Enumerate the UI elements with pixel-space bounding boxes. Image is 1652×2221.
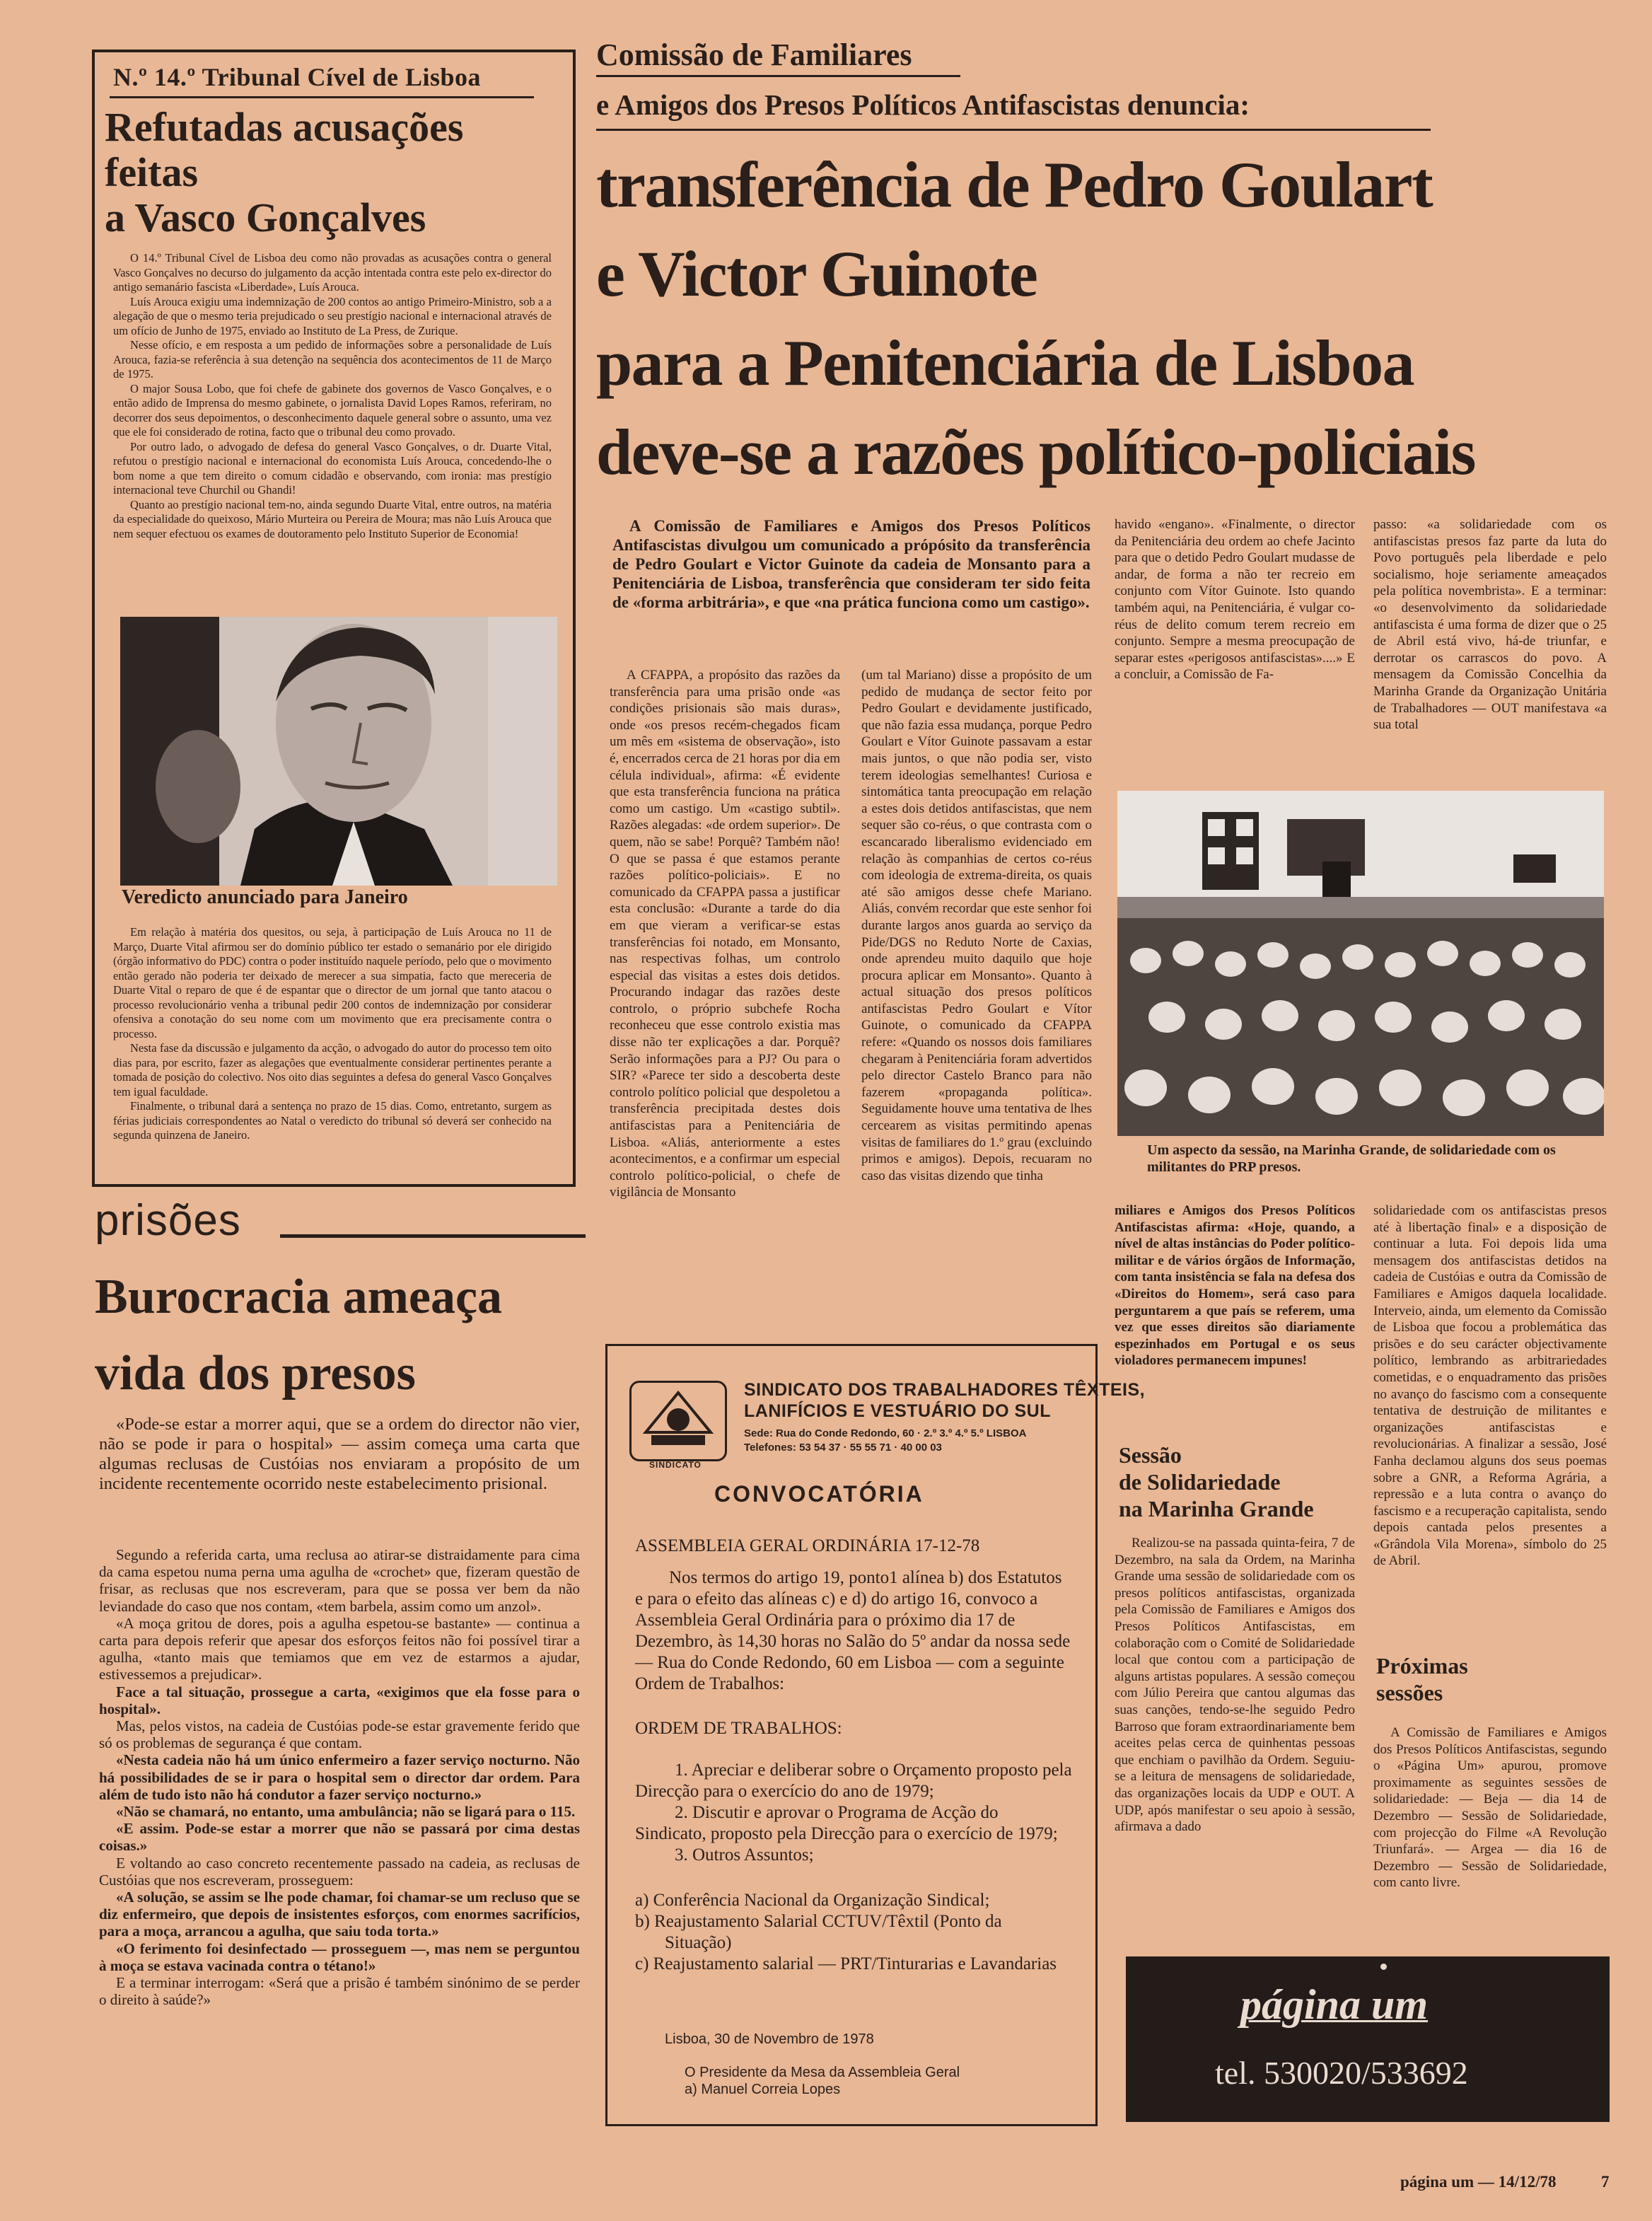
paragraph: miliares e Amigos dos Presos Políticos Antifascistas afirma: «Hoje, quando, a nível de altas instâncias do Poder político-militar e de vários órgãos de Informação, com tanta insistência se fala na defesa dos «Direitos do Homem», será caso para perguntarem a que país se referem, uma vez que esses direitos são diariamente espezinhados em Portugal e os seus violadores permanecem impunes! (1115, 1203, 1355, 1369)
paragraph: «A solução, se assim se lhe pode chamar, foi chamar-se um recluso que se diz enfermeiro, que depois de insistentes esforços, com enormes sacrifícios, para a moça, arrancou a agulha, que saiu toda torta.» (99, 1889, 580, 1940)
prisoes-lead (99, 1415, 580, 1494)
section-label: prisões (95, 1196, 241, 1245)
notice-subtitle: ASSEMBLEIA GERAL ORDINÁRIA 17-12-78 (635, 1536, 980, 1555)
agenda-subitems (635, 1890, 1059, 1975)
paragraph: Finalmente, o tribunal dará a sentença no prazo de 15 dias. Como, entretanto, surgem as férias judiciais correspondentes ao Natal o veredicto do tribunal só deverá ser conhecido na segunda quinzena de Janeiro. (113, 1099, 552, 1142)
paragraph: «O ferimento foi desinfectado — prosseguem —, mas nem se perguntou à moça se estava vacinada contra o tétano!» (99, 1939, 580, 1974)
paragraph: Realizou-se na passada quinta-feira, 7 de Dezembro, na sala da Ordem, na Marinha Grande uma sessão de solidariedade com os presos políticos antifascistas, organizada pela Comissão de Familiares e Amigos dos Presos Políticos Antifascistas, em colaboração com o Comité de Solidariedade local que contou com a participação de alguns artistas populares. A sessão começou com Júlio Pereira que cantou algumas das suas canções, tendo-se-lhe seguido Pedro Barroso que foram extraordinariamente bem aceites pelas cerca de quinhentas pessoas que enchiam o pavilhão da Ordem. Seguiu-se a leitura de mensagens de solidariedade, das organizações locais da UDP e OUT. A UDP, após manifestar o seu apoio à sessão, afirmava a dado (1115, 1536, 1355, 1835)
sessao-headline-line: de Solidariedade (1119, 1469, 1281, 1495)
prisoes-headline-line: vida dos presos (95, 1346, 416, 1401)
main-headline-line: transferência de Pedro Goulart (596, 149, 1433, 221)
main-col-4b (1373, 1202, 1607, 1570)
paragraph: passo: «a solidariedade com os antifascistas presos faz parte da luta do Povo português pela liberdade e pelo socialismo, hoje seriamente ameaçados pela política novembrista». E a terminar: «o desenvolvimento da solidariedade antifascista é uma forma de dizer que o 25 de Abril está vivo, há-de triunfar, e derrotar os carrascos do povo. A mensagem da Comissão Concelhia da Marinha Grande da Organização Unitária de Trabalhadores — OUT manifestava «a sua total (1373, 517, 1607, 733)
sessao-body (1115, 1535, 1355, 1836)
agenda-item: 2. Discutir e aprovar o Programa de Acção do Sindicato, proposto pela Direcção para o exercício de 1979; (635, 1803, 1058, 1843)
agenda-subitem: b) Reajustamento Salarial CCTUV/Têxtil (Ponto da Situação) (635, 1912, 1002, 1952)
tribunal-kicker-rule (110, 96, 534, 98)
notice-date: Lisboa, 30 de Novembro de 1978 (665, 2031, 874, 2047)
union-name (744, 1379, 1145, 1422)
tribunal-headline (105, 105, 557, 240)
tribunal-body-2 (113, 925, 552, 1143)
proximas-body (1373, 1724, 1607, 1891)
paragraph: Nesta fase da discussão e julgamento da acção, o advogado do autor do processo tem oito dias para, por escrito, fazer as alegações que eventualmente considerar pertinentes perante a tomada de posição do colectivo. Nos oito dias seguintes a defesa do general Vasco Gonçalves tem igual faculdade. (113, 1041, 552, 1098)
main-headline-line: e Victor Guinote (596, 238, 1037, 310)
tribunal-body-1 (113, 251, 552, 541)
paragraph: O major Sousa Lobo, que foi chefe de gabinete dos governos de Vasco Gonçalves, e o então adido de Imprensa do mesmo gabinete, o jornalista David Lopes Ramos, referiram, no decorrer dos seus depoimentos, o desconhecimento daquele general sobre o assunto, uma vez que ele foi considerado de rotina, facto que o tribunal deu como provado. (113, 381, 552, 439)
union-name-line: SINDICATO DOS TRABALHADORES TÊXTEIS, (744, 1380, 1146, 1400)
main-col-1 (610, 667, 840, 1201)
session-illustration (1117, 791, 1604, 1136)
lead-paragraph: A Comissão de Familiares e Amigos dos Presos Políticos Antifascistas divulgou um comunicado a própósito da transferência de Pedro Goulart e Victor Guinote da cadeia de Monsanto para a Penitenciária de Lisboa, transferência que consideram ter sido feita de «forma arbitrária», e que «na prática funciona como um castigo». (612, 517, 1090, 611)
tribunal-headline-line: Refutadas acusações (105, 104, 464, 150)
vasco-goncalves-photo (120, 617, 557, 886)
lead-paragraph: «Pode-se estar a morrer aqui, que se a ordem do director não vier, não se pode ir para o hospital» — assim começa uma carta que algumas reclusas de Custóias nos enviaram a propósito de um incidente recentemente ocorrido neste estabelecimento prisional. (99, 1415, 580, 1493)
paragraph: (um tal Mariano) disse a propósito de um pedido de mudança de sector feito por Pedro Goulart e devidamente justificado, que não fazia essa mudança, porque Pedro Goulart e Vítor Guinote passavam a estar mais juntos, o que não podia ser, visto terem ideologias semelhantes! Curiosa e sintomática tanta preocupação em relação a estes dois detidos antifascistas, que nem sequer são co-réus, o que contrasta com o escancarado liberalismo evidenciado em relação às companhias de certos co-réus com ideologia de extrema-direita, os quais até são amigos desse chefe Mariano. Aliás, convém recordar que este senhor foi durante largos anos guarda ao serviço da Pide/DGS no Reduto Norte de Caxias, onde aprendeu muito daquilo que hoje procura aplicar em Monsanto». Quanto à actual situação dos presos políticos antifascistas Pedro Goulart e Vítor Guinote, o comunicado da CFAPPA refere: «Quando os nossos dois familiares chegaram à Penitenciária foram advertidos pelo director Castelo Branco para não fazerem «propaganda política». Seguidamente houve uma tentativa de lhes cercearem as visitas permitindo apenas visitas de familiares do 1.º grau (excluindo primos e amigos). Depois, recuaram no caso das visitas dizendo que tinha (861, 668, 1092, 1183)
paragraph: «E assim. Pode-se estar a morrer que não se passará por cima destas coisas.» (99, 1820, 580, 1855)
kicker-rule (596, 75, 960, 77)
prisoes-headline (95, 1259, 502, 1412)
sessao-headline (1119, 1442, 1314, 1522)
tribunal-kicker: N.º 14.º Tribunal Cível de Lisboa (113, 63, 482, 91)
signature-line: O Presidente da Mesa da Assembleia Geral (685, 2065, 960, 2080)
main-kicker-2: e Amigos dos Presos Políticos Antifascistas denuncia: (596, 88, 1250, 121)
main-lead (612, 516, 1090, 612)
proximas-headline (1376, 1652, 1468, 1706)
paragraph: Por outro lado, o advogado de defesa do general Vasco Gonçalves, o dr. Duarte Vital, refutou o prestígio nacional e internacional do economista Luís Arouca, concedendo-lhe o bom nome a que tem direito o comum cidadão e observando, com ironia: mas prestígio internacional teve Churchil ou Ghandi! (113, 439, 552, 497)
tribunal-headline-line: a Vasco Gonçalves (105, 195, 426, 240)
ad-phone: tel. 530020/533692 (1215, 2055, 1468, 2091)
union-logo-label: SINDICATO (649, 1460, 702, 1470)
ad-name: página um (1240, 1981, 1429, 2028)
agenda-item: 1. Apreciar e deliberar sobre o Orçamento proposto pela Direcção para o exercício do ano de 1979; (635, 1761, 1072, 1801)
paragraph: «A moça gritou de dores, pois a agulha espetou-se bastante» — continua a carta para depois referir que apesar dos esforços feitos não foi possível tirar a agulha, «tanto mais que temiamos que em vez de estarmos a ajudar, estivessemos a prejudicar». (99, 1614, 580, 1683)
agenda-items (635, 1760, 1074, 1866)
union-address: Sede: Rua do Conde Redondo, 60 · 2.º 3.º 4.º 5.º LISBOA (744, 1427, 1027, 1439)
notice-intro (635, 1567, 1074, 1695)
agenda-subitem: c) Reajustamento salarial — PRT/Tinturarias e Lavandarias (635, 1954, 1057, 1973)
paragraph: «Nesta cadeia não há um único enfermeiro a fazer serviço nocturno. Não há possibilidades de se ir para o hospital sem o director dar ordem. Para além de tudo isto não há condutor a fazer serviço nocturno.» (99, 1751, 580, 1803)
section-rule (280, 1234, 586, 1238)
paragraph: Mas, pelos vistos, na cadeia de Custóias pode-se estar gravemente ferido que só os problemas de segurança é que contam. (99, 1717, 580, 1752)
page-footer-masthead: página um — 14/12/78 (1400, 2173, 1557, 2191)
session-photo-caption: Um aspecto da sessão, na Marinha Grande, de solidariedade com os militantes do PRP presos. (1147, 1142, 1556, 1175)
tribunal-headline-line: feitas (105, 149, 199, 195)
paragraph: A CFAPPA, a propósito das razões da transferência para uma prisão onde «as condições prisionais são mais duras», onde «os presos recém-chegados ficam um mês em «sistema de observação», isto é, encerrados cerca de 21 horas por dia em célula individual», afirma: «É evidente que esta transferência funciona na prática como um castigo. Um «castigo subtil». Razões alegadas: «de ordem superior». De quem, não se sabe! Porquê? Também não! O que se passa é que estamos perante razões político-policiais». E no comunicado da CFAPPA passa a justificar esta conclusão: «Durante a tarde do dia em que vieram a verificar-se estas transferências foi notado, em Monsanto, nas respectivas folhas, um controlo especial das visitas a estes dois detidos. Procurando indagar das razões deste controlo, o próprio subchefe Rocha reconheceu que esse controlo existia mas disse não ter explicações a dar. Porquê? Serão informações para a PJ? Ou para o SIR? «Parece ter sido a descoberta deste controlo político policial que despoletou a transferência precipitada destes dois antifascistas para a Penitenciária de Lisboa. «Aliás, anteriormente a estes acontecimentos, e a confirmar um especial controlo político-policial, o chefe de vigilância de Monsanto (610, 668, 840, 1200)
union-phones: Telefones: 53 54 37 · 55 55 71 · 40 00 03 (744, 1442, 942, 1454)
union-logo (629, 1381, 727, 1461)
paragraph: E a terminar interrogam: «Será que a prisão é também sinónimo de se perder o direito à saúde?» (99, 1974, 580, 2009)
portrait-illustration (120, 617, 557, 886)
main-col-3 (1115, 516, 1355, 683)
paragraph: A Comissão de Familiares e Amigos dos Presos Políticos Antifascistas, segundo o «Página Um» apurou, promove proximamente as seguintes sessões de solidariedade: — Beja — dia 14 de Dezembro — Sessão de Solidariedade, com projecção do Filme «A Revolução Triunfará». — Argea — dia 16 de Dezembro — Sessão de Solidariedade, com canto livre. (1373, 1725, 1607, 1891)
ad-dot (1380, 1964, 1387, 1970)
kicker-rule (596, 129, 1431, 131)
paragraph: Quanto ao prestígio nacional tem-no, ainda segundo Duarte Vital, entre outros, na matéria da especialidade do queixoso, Mário Murteira ou Pereira de Moura; mas não Luís Arouca que nem sequer efectuou os exames de doutoramento pelo Instituto Superior de Economia! (113, 497, 552, 540)
paragraph: Face a tal situação, prossegue a carta, «exigimos que ela fosse para o hospital». (99, 1683, 580, 1717)
agenda-item: 3. Outros Assuntos; (675, 1845, 814, 1865)
sessao-headline-line: Sessão (1119, 1442, 1182, 1468)
notice-signature (685, 2064, 960, 2098)
paragraph: Nos termos do artigo 19, ponto1 alínea b) dos Estatutos e para o efeito das alíneas c) e d) do artigo 16, convoco a Assembleia Geral Ordinária para o próximo dia 17 de Dezembro, às 14,30 horas no Salão do 5º andar da nossa sede — Rua do Conde Redondo, 60 em Lisboa — com a seguinte Ordem de Trabalhos: (635, 1568, 1071, 1693)
main-kicker-1: Comissão de Familiares (596, 37, 912, 72)
union-emblem-icon (632, 1383, 725, 1459)
signature-line: a) Manuel Correia Lopes (685, 2082, 841, 2097)
prisoes-headline-line: Burocracia ameaça (95, 1270, 503, 1324)
union-name-line: LANIFÍCIOS E VESTUÁRIO DO SUL (744, 1401, 1051, 1421)
main-col-4 (1373, 516, 1607, 733)
paragraph: «Não se chamará, no entanto, uma ambulância; não se ligará para o 115. (116, 1803, 576, 1821)
main-headline-line: deve-se a razões político-policiais (596, 416, 1475, 488)
main-col-3b (1115, 1202, 1355, 1369)
session-photo (1117, 791, 1604, 1136)
notice-title: CONVOCATÓRIA (714, 1481, 924, 1507)
proximas-headline-line: Próximas (1376, 1653, 1468, 1678)
paragraph: havido «engano». «Finalmente, o director da Penitenciária deu ordem ao chefe Jacinto para que o detido Pedro Goulart mudasse de andar, de forma a não ter recreio em conjunto com Vítor Guinote. Isto quando também aqui, na Penitenciária, é vulgar co-réus de delito comum terem recreio em conjunto. Sempre a mesma preocupação de separar estes «perigosos antifascistas»....» E a concluir, a Comissão de Fa- (1115, 517, 1355, 683)
paragraph: O 14.º Tribunal Cível de Lisboa deu como não provadas as acusações contra o general Vasco Gonçalves no decurso do julgamento da acção intentada contra este pelo ex-director do antigo semanário fascista «Liberdade», Luís Arouca. (113, 251, 552, 294)
photo-caption: Veredicto anunciado para Janeiro (122, 886, 408, 908)
paragraph: E voltando ao caso concreto recentemente passado na cadeia, as reclusas de Custóias que nos escreveram, prosseguem: (99, 1854, 580, 1889)
paragraph: Luís Arouca exigiu uma indemnização de 200 contos ao antigo Primeiro-Ministro, sob a a alegação de que o mesmo teria prejudicado o seu prestígio nacional e internacional através de um ofício de Junho de 1975, enviado ao Instituto de La Press, de Zurique. (113, 294, 552, 337)
paragraph: Em relação à matéria dos quesitos, ou seja, à participação de Luís Arouca no 11 de Março, Duarte Vital afirmou ser do domínio público ter estado o semanário por ele dirigido (órgão informativo do PDC) contra o poder instituído naquele período, pelo que o movimento então gerado não poderia ter deixado de merecer a sua simpatia, facto que mereceria de Duarte Vital o reparo de que é de espantar que o director de um jornal que tanto atacou o processo revolucionário venha a tribunal pedir 200 contos de indemnização por considerar ofensiva a conotação do seu nome com um movimento que era precisamente contra o processo. (113, 925, 552, 1040)
paragraph: solidariedade com os antifascistas presos até à libertação final» e a disposição de continuar a luta. Foi depois lida uma mensagem dos antifascistas detidos na cadeia de Custóias e outra da Comissão de Familiares e Amigos daquela localidade. Interveio, ainda, um elemento da Comissão de Lisboa que focou a problemática das prisões e do seu carácter objectivamente político, lembrando as arbitrariedades cometidas, e o enquadramento das prisões no avanço do fascismo com a consequente tentativa de destruição de militantes e organizações antifascistas e revolucionárias. A finalizar a sessão, José Fanha declamou alguns dos seus poemas sobre a GNR, a Reforma Agrária, a repressão e a luta contra o avanço do fascismo e a recuperação capitalista, sendo depois cantada pelos presentes a «Grândola Vila Morena», símbolo do 25 de Abril. (1373, 1203, 1607, 1569)
agenda-subitem: a) Conferência Nacional da Organização Sindical; (635, 1891, 990, 1910)
agenda-title: ORDEM DE TRABALHOS: (635, 1719, 842, 1738)
sessao-headline-line: na Marinha Grande (1119, 1496, 1314, 1521)
paragraph: Segundo a referida carta, uma reclusa ao atirar-se distraidamente para cima da cama espetou numa perna uma agulha de «crochet» que, fizeram questão de frisar, as reclusas que nos escreveram, para que se possa ver bem da não leviandade do caso que nos contam, «tem barbela, assim como um anzol». (99, 1546, 580, 1615)
proximas-headline-line: sessões (1376, 1680, 1443, 1705)
paragraph: Nesse ofício, e em resposta a um pedido de informações sobre a personalidade de Luís Arouca, fazia-se referência à sua detenção na sequência dos acontecimentos de 11 de Março de 1975. (113, 338, 552, 381)
page-number: 7 (1601, 2173, 1610, 2191)
main-headline (596, 140, 1600, 497)
prisoes-body (99, 1546, 580, 2008)
main-col-2 (861, 667, 1092, 1184)
main-headline-line: para a Penitenciária de Lisboa (596, 327, 1414, 399)
